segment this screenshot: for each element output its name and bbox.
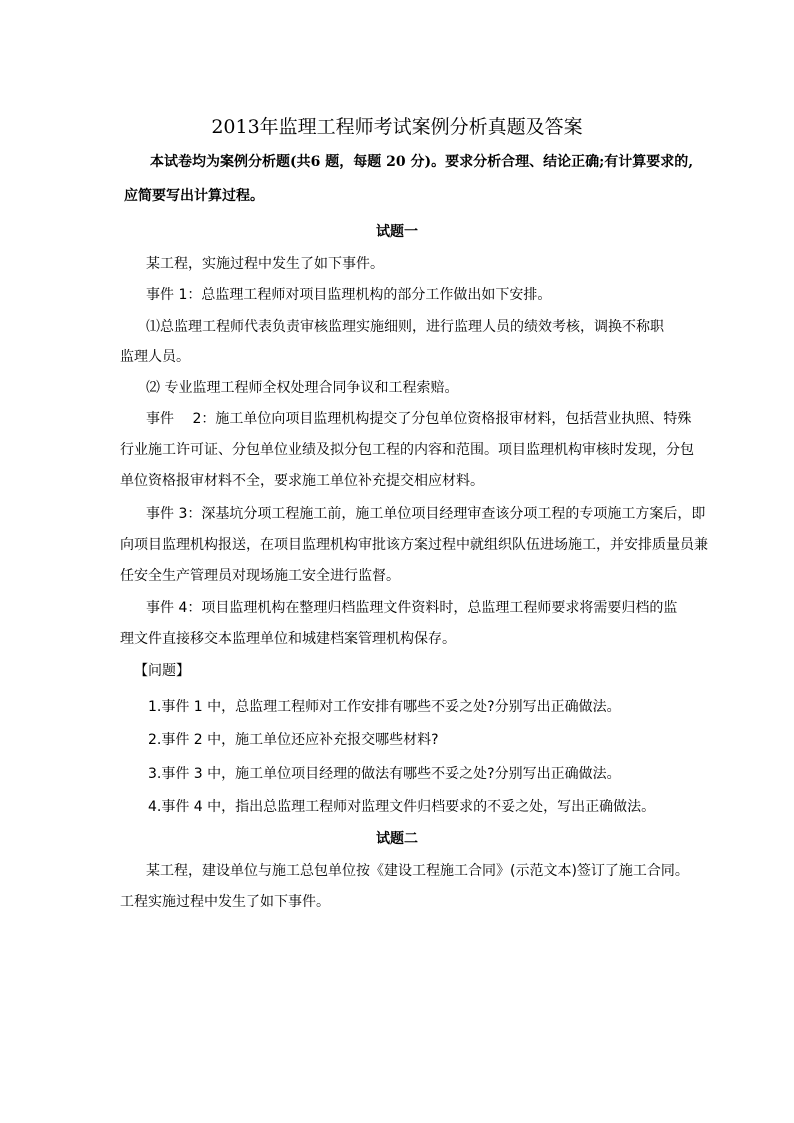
section-heading: 试题二 [376,831,418,847]
question-item: 1.事件 1 中，总监理工程师对工作安排有哪些不妥之处?分别写出正确做法。 [148,699,621,715]
question-item: 4.事件 4 中，指出总监理工程师对监理文件归档要求的不妥之处，写出正确做法。 [148,799,656,815]
paragraph-line: 工程实施过程中发生了如下事件。 [120,894,330,910]
question-item: 2.事件 2 中，施工单位还应补充报交哪些材料? [148,732,439,748]
questions-label: 【问题】 [134,663,190,679]
intro-line: 本试卷均为案例分析题(共6 题，每题 20 分)。要求分析合理、结论正确;有计算要求的, [150,154,694,170]
paragraph-line: 向项目监理机构报送，在项目监理机构审批该方案过程中就组织队伍进场施工，并安排质量员兼 [120,537,708,553]
paragraph-line: 理文件直接移交本监理单位和城建档案管理机构保存。 [120,631,456,647]
paragraph-line: 行业施工许可证、分包单位业绩及拟分包工程的内容和范围。项目监理机构审核时发现，分包 [120,442,694,458]
paragraph-line: 单位资格报审材料不全，要求施工单位补充提交相应材料。 [120,473,484,489]
section-heading: 试题一 [376,224,418,240]
question-item: 3.事件 3 中，施工单位项目经理的做法有哪些不妥之处?分别写出正确做法。 [148,766,621,782]
paragraph-line: 事件 2：施工单位向项目监理机构提交了分包单位资格报审材料，包括营业执照、特殊 [146,411,692,427]
paragraph-line: 任安全生产管理员对现场施工安全进行监督。 [120,568,400,584]
paragraph-line: 事件 3：深基坑分项工程施工前，施工单位项目经理审查该分项工程的专项施工方案后，即 [146,506,706,522]
paragraph-line: 某工程，实施过程中发生了如下事件。 [146,256,384,272]
paragraph-line: 事件 1：总监理工程师对项目监理机构的部分工作做出如下安排。 [146,287,552,303]
paragraph-line: 事件 4：项目监理机构在整理归档监理文件资料时，总监理工程师要求将需要归档的监 [146,600,678,616]
document-title: 2013年监理工程师考试案例分析真题及答案 [211,116,583,138]
paragraph-line: 某工程，建设单位与施工总包单位按《建设工程施工合同》(示范文本)签订了施工合同。 [146,863,689,879]
paragraph-line: 监理人员。 [120,349,190,365]
intro-line: 应简要写出计算过程。 [124,188,264,204]
paragraph-line: ⑴总监理工程师代表负责审核监理实施细则，进行监理人员的绩效考核，调换不称职 [146,319,664,335]
paragraph-line: ⑵ 专业监理工程师全权处理合同争议和工程索赔。 [146,380,459,396]
